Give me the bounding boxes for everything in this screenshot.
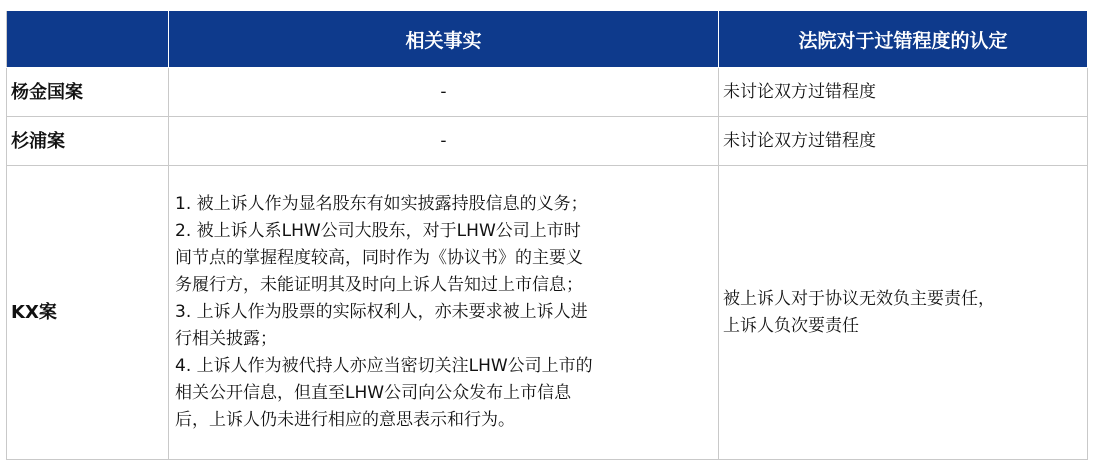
fact-line: 后，上诉人仍未进行相应的意思表示和行为。 — [175, 410, 515, 430]
table-row — [7, 117, 1088, 166]
facts-cell: - — [169, 117, 719, 166]
fact-line: 间节点的掌握程度较高，同时作为《协议书》的主要义 — [175, 248, 583, 268]
header-ruling-cell: 法院对于过错程度的认定 — [719, 11, 1088, 68]
case-name-cell: 杨金国案 — [7, 68, 169, 117]
ruling-cell: 未讨论双方过错程度 — [719, 117, 1088, 166]
ruling-cell — [719, 166, 1088, 460]
fact-line: 4. 上诉人作为被代持人亦应当密切关注LHW公司上市的 — [175, 356, 593, 376]
table-row — [7, 68, 1088, 117]
case-name-cell: KX案 — [7, 166, 169, 460]
header-case-cell — [7, 11, 169, 68]
ruling-cell: 未讨论双方过错程度 — [719, 68, 1088, 117]
fact-line: 1. 被上诉人作为显名股东有如实披露持股信息的义务； — [175, 194, 588, 214]
fact-line: 相关公开信息，但直至LHW公司向公众发布上市信息 — [175, 383, 572, 403]
ruling-line: 被上诉人对于协议无效负主要责任， — [723, 288, 995, 309]
header-facts-cell: 相关事实 — [169, 11, 719, 68]
comparison-table-container — [6, 10, 1087, 460]
fact-line: 2. 被上诉人系LHW公司大股东，对于LHW公司上市时 — [175, 221, 581, 241]
table-row — [7, 166, 1088, 460]
facts-cell: - — [169, 68, 719, 117]
fact-line: 务履行方，未能证明其及时向上诉人告知过上市信息； — [175, 275, 583, 295]
fact-line: 行相关披露； — [175, 329, 277, 349]
comparison-table — [6, 10, 1088, 460]
case-name-cell: 杉浦案 — [7, 117, 169, 166]
facts-cell — [169, 166, 719, 460]
ruling-line: 上诉人负次要责任 — [723, 315, 859, 336]
header-row — [7, 11, 1088, 68]
fact-line: 3. 上诉人作为股票的实际权利人，亦未要求被上诉人进 — [175, 302, 588, 322]
